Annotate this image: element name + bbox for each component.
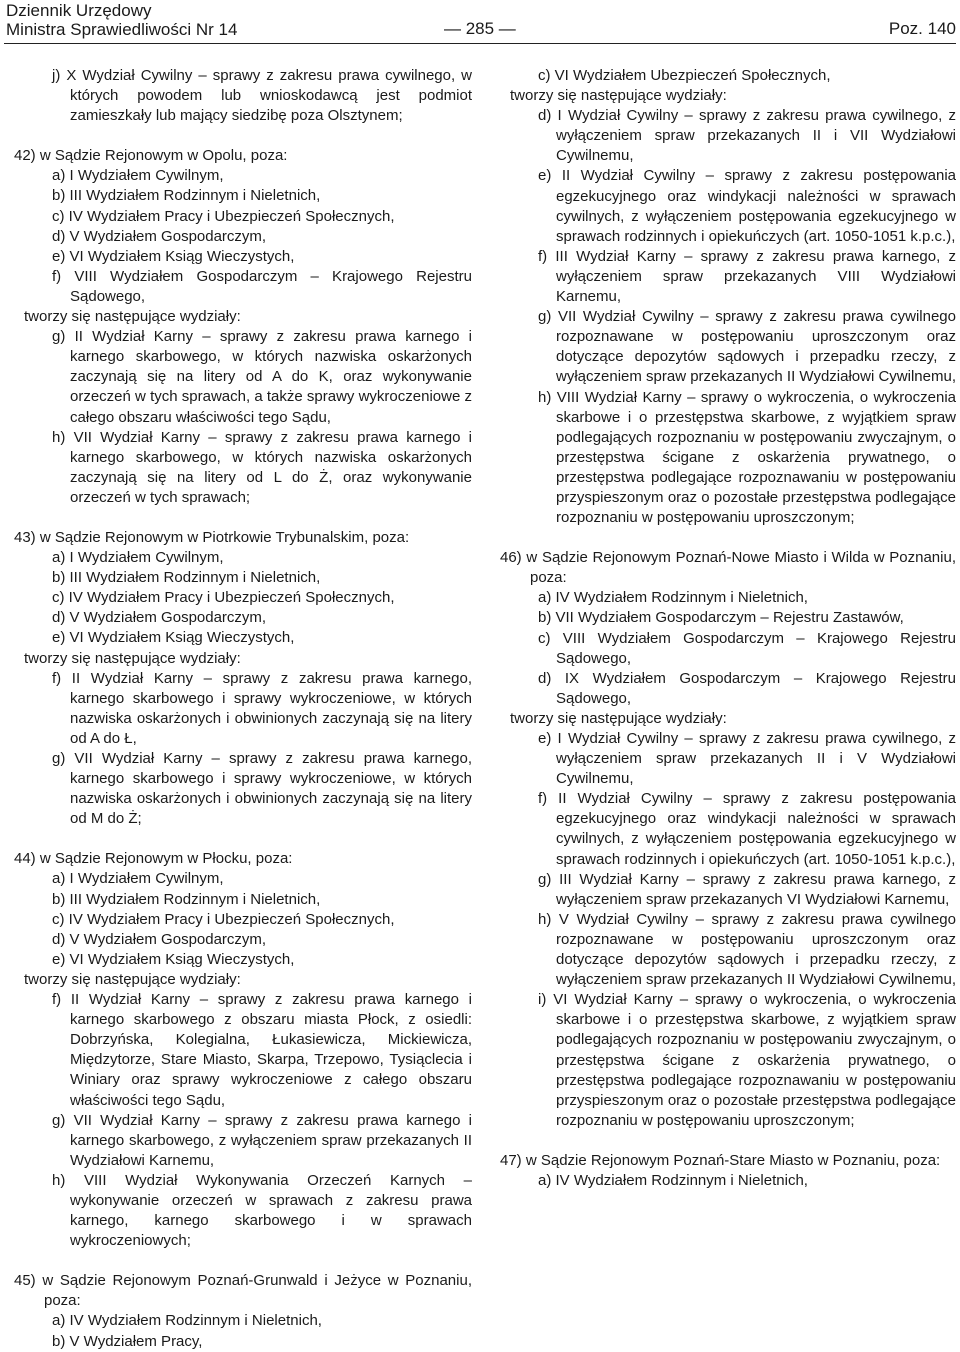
list-item: a) IV Wydziałem Rodzinnym i Nieletnich, (538, 589, 808, 607)
section-heading: 42) w Sądzie Rejonowym w Opolu, poza: (14, 147, 288, 165)
list-item: b) VII Wydziałem Gospodarczym – Rejestru Zastawów, (538, 609, 904, 627)
journal-title (6, 1, 237, 39)
list-item: f) II Wydział Cywilny – sprawy z zakresu postępowania egzekucyjnego oraz windykacji należności w sprawach cywilnych, z wyłączeniem postępowania egzekucyjnego w sprawach rodzinnych i opiekuńczych (art. 1050-1051 k.p.c.), (538, 790, 956, 868)
list-item: g) VII Wydział Cywilny – sprawy z zakresu prawa cywilnego rozpoznawane w postępowaniu uproszczonym oraz dotyczące depozytów sądowych i przepadku rzeczy, z wyłączeniem spraw przekazanych II Wydziałowi Cywilnemu, (538, 308, 956, 386)
page-number: — 285 — (444, 19, 516, 38)
intro-line: tworzy się następujące wydziały: (510, 87, 727, 105)
journal-issue: Ministra Sprawiedliwości Nr 14 (6, 20, 238, 39)
list-item: e) VI Wydziałem Ksiąg Wieczystych, (52, 950, 295, 968)
list-item: f) III Wydział Karny – sprawy z zakresu prawa karnego, z wyłączeniem spraw przekazanych VIII Wydziałowi Karnemu, (538, 247, 956, 306)
list-item: f) II Wydział Karny – sprawy z zakresu prawa karnego i karnego skarbowego z obszaru miasta Płock, z osiedli: Dobrzyńska, Kolegialna, Łukasiewicza, Mickiewicza, Międzytorze, Stare Miasto, Skarpa, Trzepowo, Tysiąclecia i Winiary oraz sprawy wykroczeniowe z całego obszaru właściwości tego Sądu, (52, 991, 472, 1109)
list-item: d) I Wydział Cywilny – sprawy z zakresu prawa cywilnego, z wyłączeniem spraw przekazanych II i VII Wydziałowi Cywilnemu, (538, 107, 956, 165)
journal-name: Dziennik Urzędowy (6, 1, 152, 20)
list-item: b) III Wydziałem Rodzinnym i Nieletnich, (52, 569, 321, 587)
list-item: d) IX Wydziałem Gospodarczym – Krajowego Rejestru Sądowego, (538, 669, 956, 707)
intro-line: tworzy się następujące wydziały: (24, 308, 241, 326)
list-item: j) X Wydział Cywilny – sprawy z zakresu prawa cywilnego, w których powodem lub wnioskodawcą jest podmiot zamieszkały lub mający siedzibę poza Olsztynem; (52, 67, 472, 125)
list-item: c) VI Wydziałem Ubezpieczeń Społecznych, (538, 67, 831, 84)
list-item: g) II Wydział Karny – sprawy z zakresu prawa karnego i karnego skarbowego, w których nazwiska oskarżonych zaczynają się na litery od A do K, oraz wykonywanie orzeczeń w tych sprawach, a także sprawy wykroczeniowe z całego obszaru właściwości tego Sądu, (52, 328, 472, 426)
list-item: c) VIII Wydziałem Gospodarczym – Krajowego Rejestru Sądowego, (538, 629, 956, 667)
list-item: e) II Wydział Cywilny – sprawy z zakresu postępowania egzekucyjnego oraz windykacji należności w sprawach cywilnych, z wyłączeniem postępowania egzekucyjnego w sprawach rodzinnych i opiekuńczych (art. 1050-1051 k.p.c.), (538, 167, 956, 245)
section-heading: 45) w Sądzie Rejonowym Poznań-Grunwald i Jeżyce w Poznaniu, poza: (14, 1272, 472, 1310)
header-rule (4, 43, 956, 44)
intro-line: tworzy się następujące wydziały: (510, 709, 727, 727)
list-item: e) VI Wydziałem Ksiąg Wieczystych, (52, 247, 295, 265)
list-item: e) I Wydział Cywilny – sprawy z zakresu prawa cywilnego, z wyłączeniem spraw przekazanych II i V Wydziałowi Cywilnemu, (538, 730, 956, 788)
list-item: h) VIII Wydział Wykonywania Orzeczeń Karnych – wykonywanie orzeczeń w sprawach z zakresu prawa karnego, karnego skarbowego i w sprawach wykroczeniowych; (52, 1171, 472, 1250)
section-heading: 43) w Sądzie Rejonowym w Piotrkowie Trybunalskim, poza: (14, 528, 410, 546)
right-column (500, 66, 956, 1191)
list-item: b) V Wydziałem Pracy, (52, 1332, 203, 1350)
list-item: b) III Wydziałem Rodzinnym i Nieletnich, (52, 890, 321, 908)
list-item: c) IV Wydziałem Pracy i Ubezpieczeń Społecznych, (52, 207, 395, 225)
intro-line: tworzy się następujące wydziały: (24, 649, 241, 667)
left-column (14, 66, 472, 1352)
list-item: f) II Wydział Karny – sprawy z zakresu prawa karnego, karnego skarbowego i sprawy wykroczeniowe, w których nazwiska oskarżonych i obwinionych zaczynają się na litery od A do Ł, (52, 669, 472, 747)
list-item: h) V Wydział Cywilny – sprawy z zakresu prawa cywilnego rozpoznawane w postępowaniu uproszczonym oraz dotyczące depozytów sądowych i przepadku rzeczy, z wyłączeniem spraw przekazanych II Wydziałowi Cywilnemu, (538, 910, 956, 989)
list-item: c) IV Wydziałem Pracy i Ubezpieczeń Społecznych, (52, 589, 395, 607)
list-item: d) V Wydziałem Gospodarczym, (52, 227, 267, 245)
list-item: h) VIII Wydział Karny – sprawy o wykroczenia, o wykroczenia skarbowe i o przestępstwa skarbowe, z wyjątkiem spraw podlegających rozpoznaniu w postępowaniu zwyczajnym, o przestępstwa ścigane z oskarżenia prywatnego, o przestępstwa podlegające rozpoznawaniu w postępowaniu przyspieszonym oraz o pozostałe przestępstwa podlegające rozpoznaniu w postępowaniu uproszczonym; (538, 388, 956, 527)
intro-line: tworzy się następujące wydziały: (24, 970, 241, 988)
section-heading: 44) w Sądzie Rejonowym w Płocku, poza: (14, 850, 293, 868)
list-item: f) VIII Wydziałem Gospodarczym – Krajowego Rejestru Sądowego, (52, 267, 472, 305)
list-item: d) V Wydziałem Gospodarczym, (52, 609, 267, 627)
list-item: i) VI Wydział Karny – sprawy o wykroczenia, o wykroczenia skarbowe i o przestępstwa skarbowe, z wyjątkiem spraw podlegających rozpoznaniu w postępowaniu zwyczajnym, o przestępstwa ścigane z oskarżenia prywatnego, o przestępstwa podlegające rozpoznawaniu w postępowaniu przyspieszonym oraz o pozostałe przestępstwa podlegające rozpoznaniu w postępowaniu uproszczonym; (538, 991, 956, 1129)
list-item: c) IV Wydziałem Pracy i Ubezpieczeń Społecznych, (52, 910, 395, 928)
list-item: g) VII Wydział Karny – sprawy z zakresu prawa karnego, karnego skarbowego i sprawy wykroczeniowe, w których nazwiska oskarżonych i obwinionych zaczynają się na litery od M do Ż; (52, 750, 472, 828)
list-item: g) III Wydział Karny – sprawy z zakresu prawa karnego, z wyłączeniem spraw przekazanych VI Wydziałowi Karnemu, (538, 870, 956, 908)
list-item: a) I Wydziałem Cywilnym, (52, 167, 224, 185)
list-item: h) VII Wydział Karny – sprawy z zakresu prawa karnego i karnego skarbowego, w których nazwiska oskarżonych zaczynają się na litery od L do Ż, oraz wykonywanie orzeczeń w tych sprawach; (52, 428, 472, 506)
page-header (4, 0, 956, 40)
list-item: e) VI Wydziałem Ksiąg Wieczystych, (52, 629, 295, 647)
section-heading: 47) w Sądzie Rejonowym Poznań-Stare Miasto w Poznaniu, poza: (500, 1151, 941, 1169)
list-item: a) IV Wydziałem Rodzinnym i Nieletnich, (538, 1171, 808, 1189)
position-number: Poz. 140 (888, 19, 956, 38)
section-heading: 46) w Sądzie Rejonowym Poznań-Nowe Miasto i Wilda w Poznaniu, poza: (500, 549, 956, 587)
list-item: a) IV Wydziałem Rodzinnym i Nieletnich, (52, 1312, 322, 1330)
list-item: d) V Wydziałem Gospodarczym, (52, 930, 267, 948)
list-item: g) VII Wydział Karny – sprawy z zakresu prawa karnego i karnego skarbowego, z wyłączeniem spraw przekazanych II Wydziałowi Karnemu, (52, 1111, 472, 1169)
list-item: a) I Wydziałem Cywilnym, (52, 870, 224, 888)
list-item: b) III Wydziałem Rodzinnym i Nieletnich, (52, 187, 321, 205)
list-item: a) I Wydziałem Cywilnym, (52, 549, 224, 567)
